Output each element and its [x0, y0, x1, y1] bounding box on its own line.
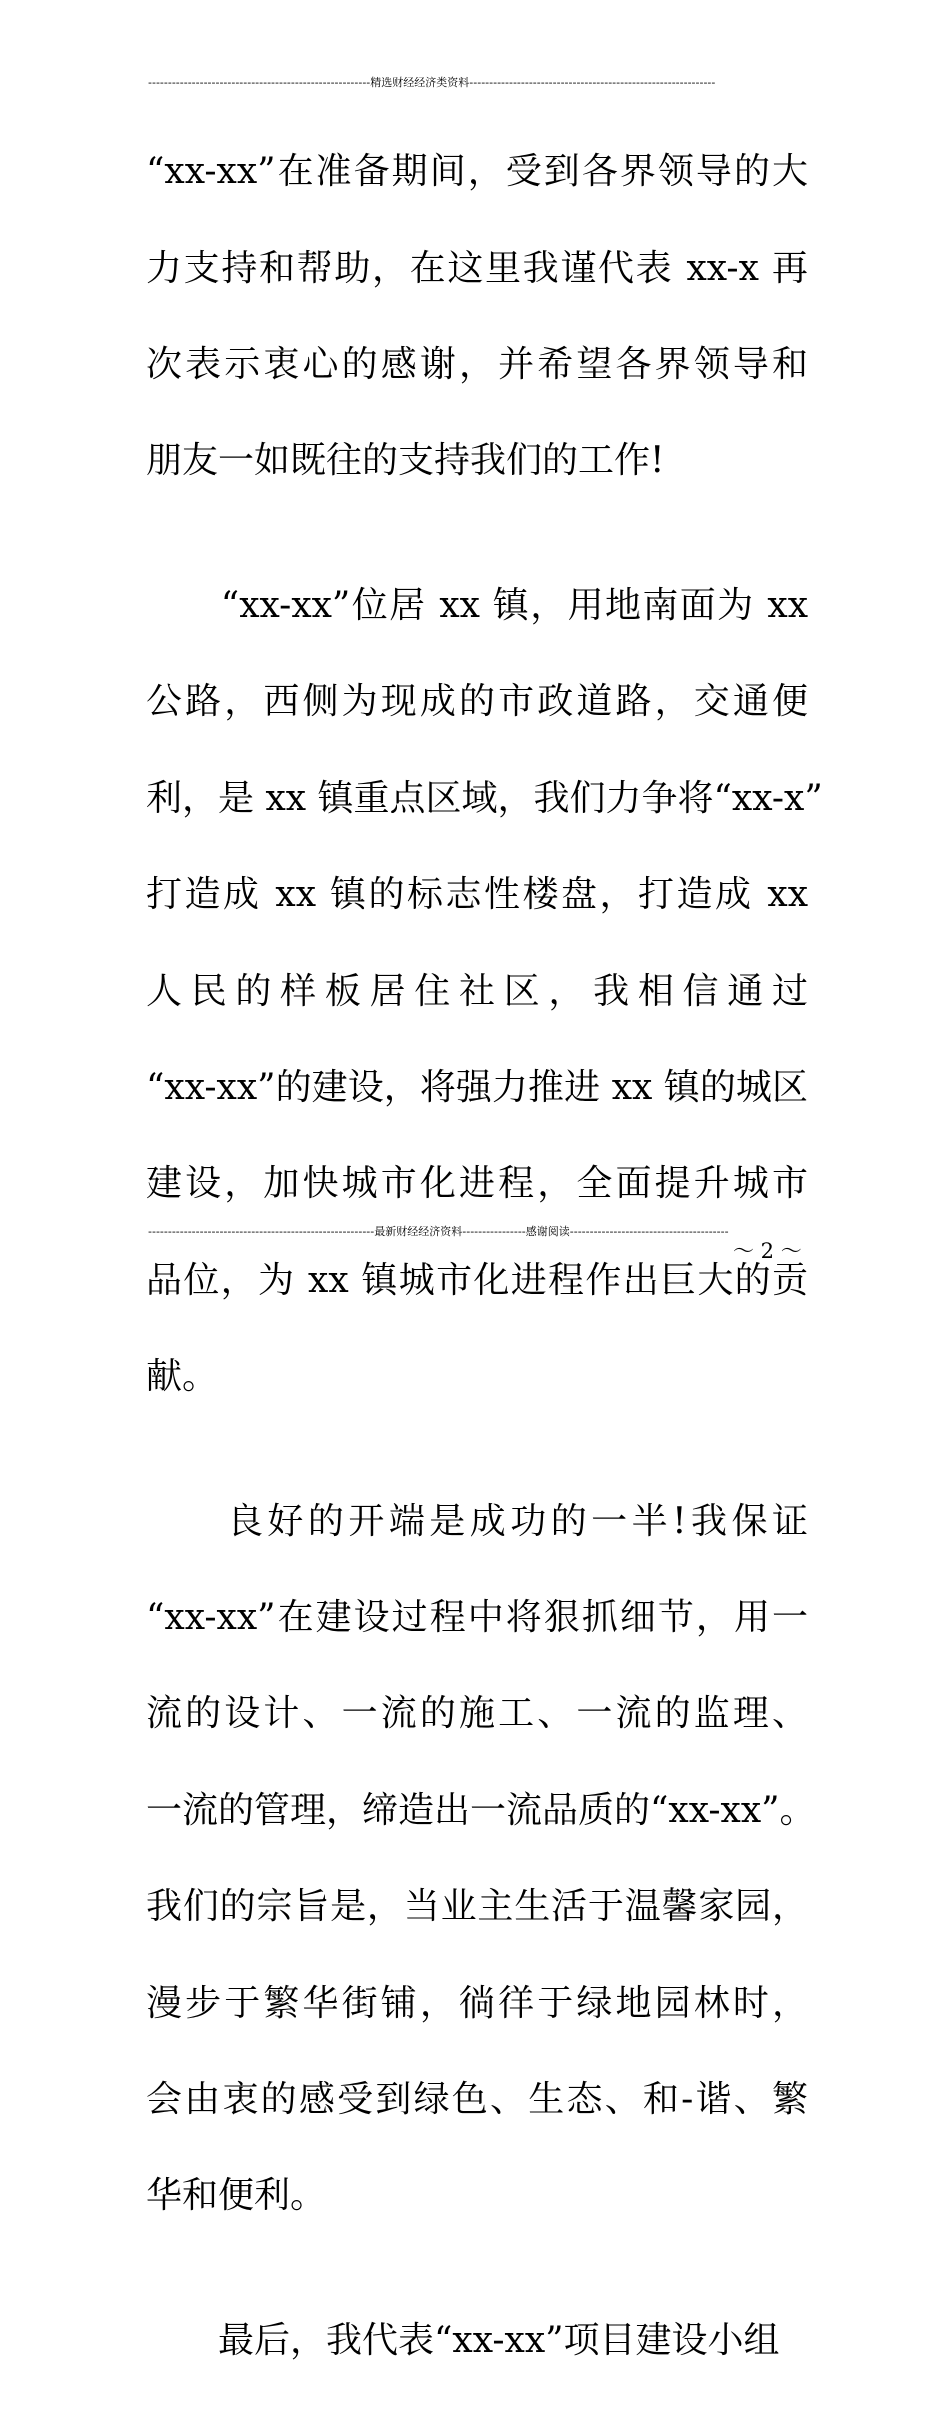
text-line: 流的设计、一流的施工、一流的监理、 — [146, 1693, 808, 1735]
text-line: 会由衷的感受到绿色、生态、和-谐、繁 — [146, 2079, 808, 2121]
footer-left-rule: --------------------------------------------------------- — [148, 1225, 375, 1238]
text-line: 献。 — [146, 1356, 219, 1398]
footer-middle-rule: ---------------- — [462, 1225, 526, 1238]
text-line: 力支持和帮助，在这里我谨代表 xx-x 再 — [146, 247, 808, 289]
text-line: 最后，我代表“xx-xx”项目建设小组 — [146, 2320, 780, 2362]
text-line: 次表示衷心的感谢，并希望各界领导和 — [146, 343, 808, 385]
text-line: 建设，加快城市化进程，全面提升城市 — [146, 1163, 808, 1205]
text-line: “xx-xx”在准备期间，受到各界领导的大 — [146, 151, 808, 193]
paragraph-3 — [146, 1449, 816, 2268]
text-line: 打造成 xx 镇的标志性楼盘，打造成 xx — [146, 874, 808, 916]
page-number: ～ 2 ～ — [733, 1239, 802, 1263]
footer-right-rule: ---------------------------------------- — [569, 1225, 729, 1238]
text-line: 漫步于繁华街铺，徜徉于绿地园林时， — [146, 1982, 808, 2024]
text-line: 华和便利。 — [146, 2175, 327, 2217]
text-line: “xx-xx”在建设过程中将狠抓细节，用一 — [146, 1597, 808, 1639]
paragraph-1 — [146, 100, 808, 534]
text-line: 利，是 xx 镇重点区域，我们力争将“xx-x” — [146, 777, 823, 819]
paragraph-4 — [146, 2269, 808, 2413]
footer-label-1: 最新财经经济资料 — [374, 1225, 463, 1238]
header-left-rule: -------------------------------------------------------- — [148, 76, 371, 89]
text-line: “xx-xx”位居 xx 镇，用地南面为 xx — [146, 584, 808, 626]
text-line: 一流的管理，缔造出一流品质的“xx-xx”。 — [146, 1789, 816, 1831]
document-body — [146, 100, 823, 2413]
page-footer — [148, 1225, 808, 1239]
header-right-rule: -------------------------------------------------------------- — [469, 76, 716, 89]
text-line: 品位，为 xx 镇城市化进程作出巨大的贡 — [146, 1259, 808, 1301]
text-line: 良好的开端是成功的一半!我保证 — [146, 1500, 808, 1542]
page-header — [148, 76, 808, 90]
text-line: “xx-xx”的建设，将强力推进 xx 镇的城区 — [146, 1066, 808, 1108]
text-line: 人民的样板居住社区，我相信通过 — [146, 970, 808, 1012]
header-label: 精选财经经济类资料 — [370, 76, 470, 89]
paragraph-2 — [146, 534, 823, 1450]
text-line: 朋友一如既往的支持我们的工作! — [146, 440, 665, 482]
footer-label-2: 感谢阅读 — [525, 1225, 570, 1238]
text-line: 公路，西侧为现成的市政道路，交通便 — [146, 681, 808, 723]
text-line: 我们的宗旨是，当业主生活于温馨家园， — [146, 1886, 808, 1928]
